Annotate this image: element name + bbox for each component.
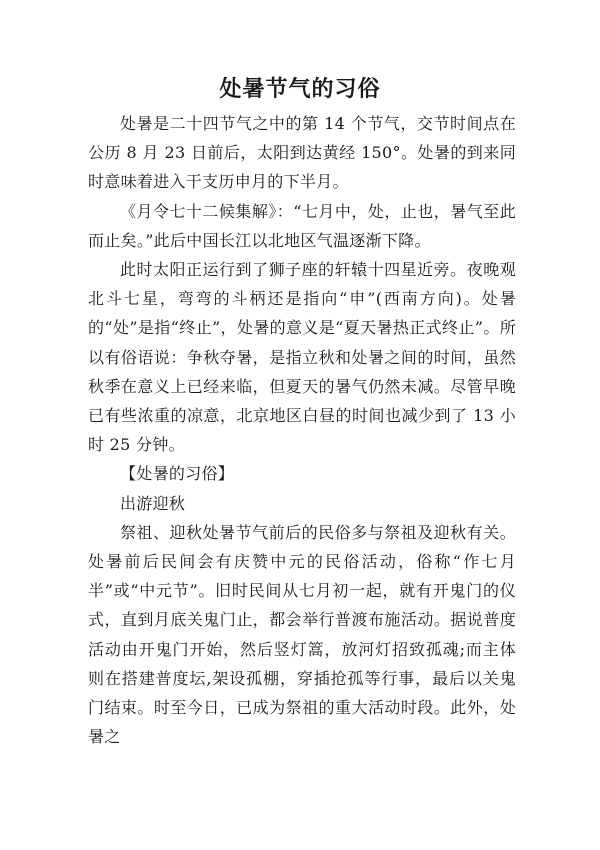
paragraph-quote: 《月令七十二候集解》：“七月中，处，止也，暑气至此而止矣。”此后中国长江以北地区气温逐渐下降。 xyxy=(88,201,516,250)
paragraph-intro: 处暑是二十四节气之中的第 14 个节气，交节时间点在公历 8 月 23 日前后，太阳到达黄经 150°。处暑的到来同时意味着进入干支历申月的下半月。 xyxy=(88,114,516,192)
section-heading: 【处暑的习俗】 xyxy=(120,464,235,484)
subsection-heading: 出游迎秋 xyxy=(120,493,186,513)
document-title: 处暑节气的习俗 xyxy=(219,76,381,102)
document-body xyxy=(88,109,516,751)
paragraph-customs: 祭祖、迎秋处暑节气前后的民俗多与祭祖及迎秋有关。处暑前后民间会有庆赞中元的民俗活动，俗称“作七月半”或“中元节”。旧时民间从七月初一起，就有开鬼门的仪式，直到月底关鬼门止，都会举行普渡布施活动。据说普度活动由开鬼门开始，然后竖灯篙，放河灯招致孤魂;而主体则在搭建普度坛,架设孤棚，穿插抢孤等行事，最后以关鬼门结束。时至今日，已成为祭祖的重大活动时段。此外，处暑之 xyxy=(88,522,516,747)
paragraph-astronomy: 此时太阳正运行到了狮子座的轩辕十四星近旁。夜晚观北斗七星，弯弯的斗柄还是指向“申”(西南方向)。处暑的“处”是指“终止”，处暑的意义是“夏天暑热正式终止”。所以有俗语说：争秋夺暑，是指立秋和处暑之间的时间，虽然秋季在意义上已经来临，但夏天的暑气仍然未减。尽管早晚已有些浓重的凉意，北京地区白昼的时间也减少到了 13 小时 25 分钟。 xyxy=(88,260,516,455)
